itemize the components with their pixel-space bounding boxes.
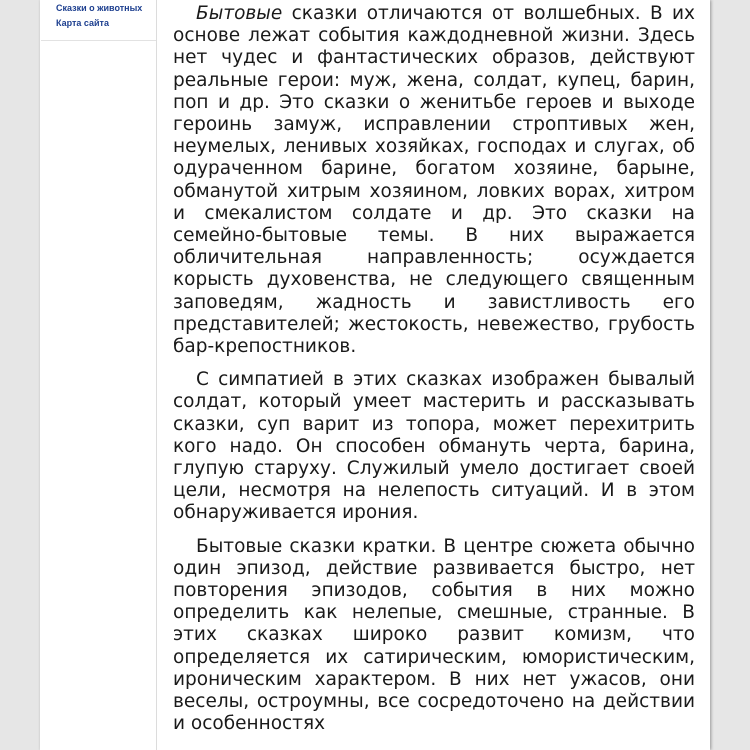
article-paragraph bbox=[173, 3, 695, 358]
nav-link-animal-tales[interactable]: Сказки о животных bbox=[56, 3, 143, 13]
paragraph-text: С симпатией в этих сказках изображен бывалый солдат, который умеет мастерить и рассказывать сказки, суп варит из топора, может перехитрить кого надо. Он способен обмануть черта, барина, глупую старуху. Служилый умело достигает своей цели, несмотря на нелепость ситуаций. И в этом обнаруживается ирония. bbox=[173, 369, 695, 524]
nav-link-site-map[interactable]: Карта сайта bbox=[56, 18, 109, 28]
paragraph-text: Бытовые сказки кратки. В центре сюжета обычно один эпизод, действие развивается быстро, нет повторения эпизодов, события в них можно определить как нелепые, смешные, странные. В этих сказках широко развит комизм, что определяется их сатирическим, юмористическим, ироническим характером. В них нет ужасов, они веселы, остроумны, все сосредоточено на действии и особенностях bbox=[173, 535, 695, 735]
paragraph-text: сказки отличаются от волшебных. В их основе лежат события каждодневной жизни. Здесь нет чудес и фантастических образов, действуют реальные герои: муж, жена, солдат, купец, барин, поп и др. Это сказки о женитьбе героев и выходе героинь замуж, исправлении строптивых жен, неумелых, ленивых хозяйках, господах и слугах, об одураченном барине, богатом хозяине, барыне, обманутой хитрым хозяином, ловких ворах, хитром и смекалистом солдате и др. Это сказки на семейно-бытовые темы. В них выражается обличительная направленность; осуждается корысть духовенства, не следующего священным заповедям, жадность и завистливость его представителей; жестокость, невежество, грубость бар-крепостников. bbox=[173, 3, 695, 358]
sidebar-nav bbox=[41, 0, 156, 41]
sidebar-divider bbox=[156, 0, 157, 750]
article-paragraph bbox=[173, 536, 695, 736]
paragraph-lead-italic: Бытовые bbox=[196, 3, 283, 24]
article-paragraph bbox=[173, 369, 695, 524]
article-body bbox=[173, 0, 695, 747]
